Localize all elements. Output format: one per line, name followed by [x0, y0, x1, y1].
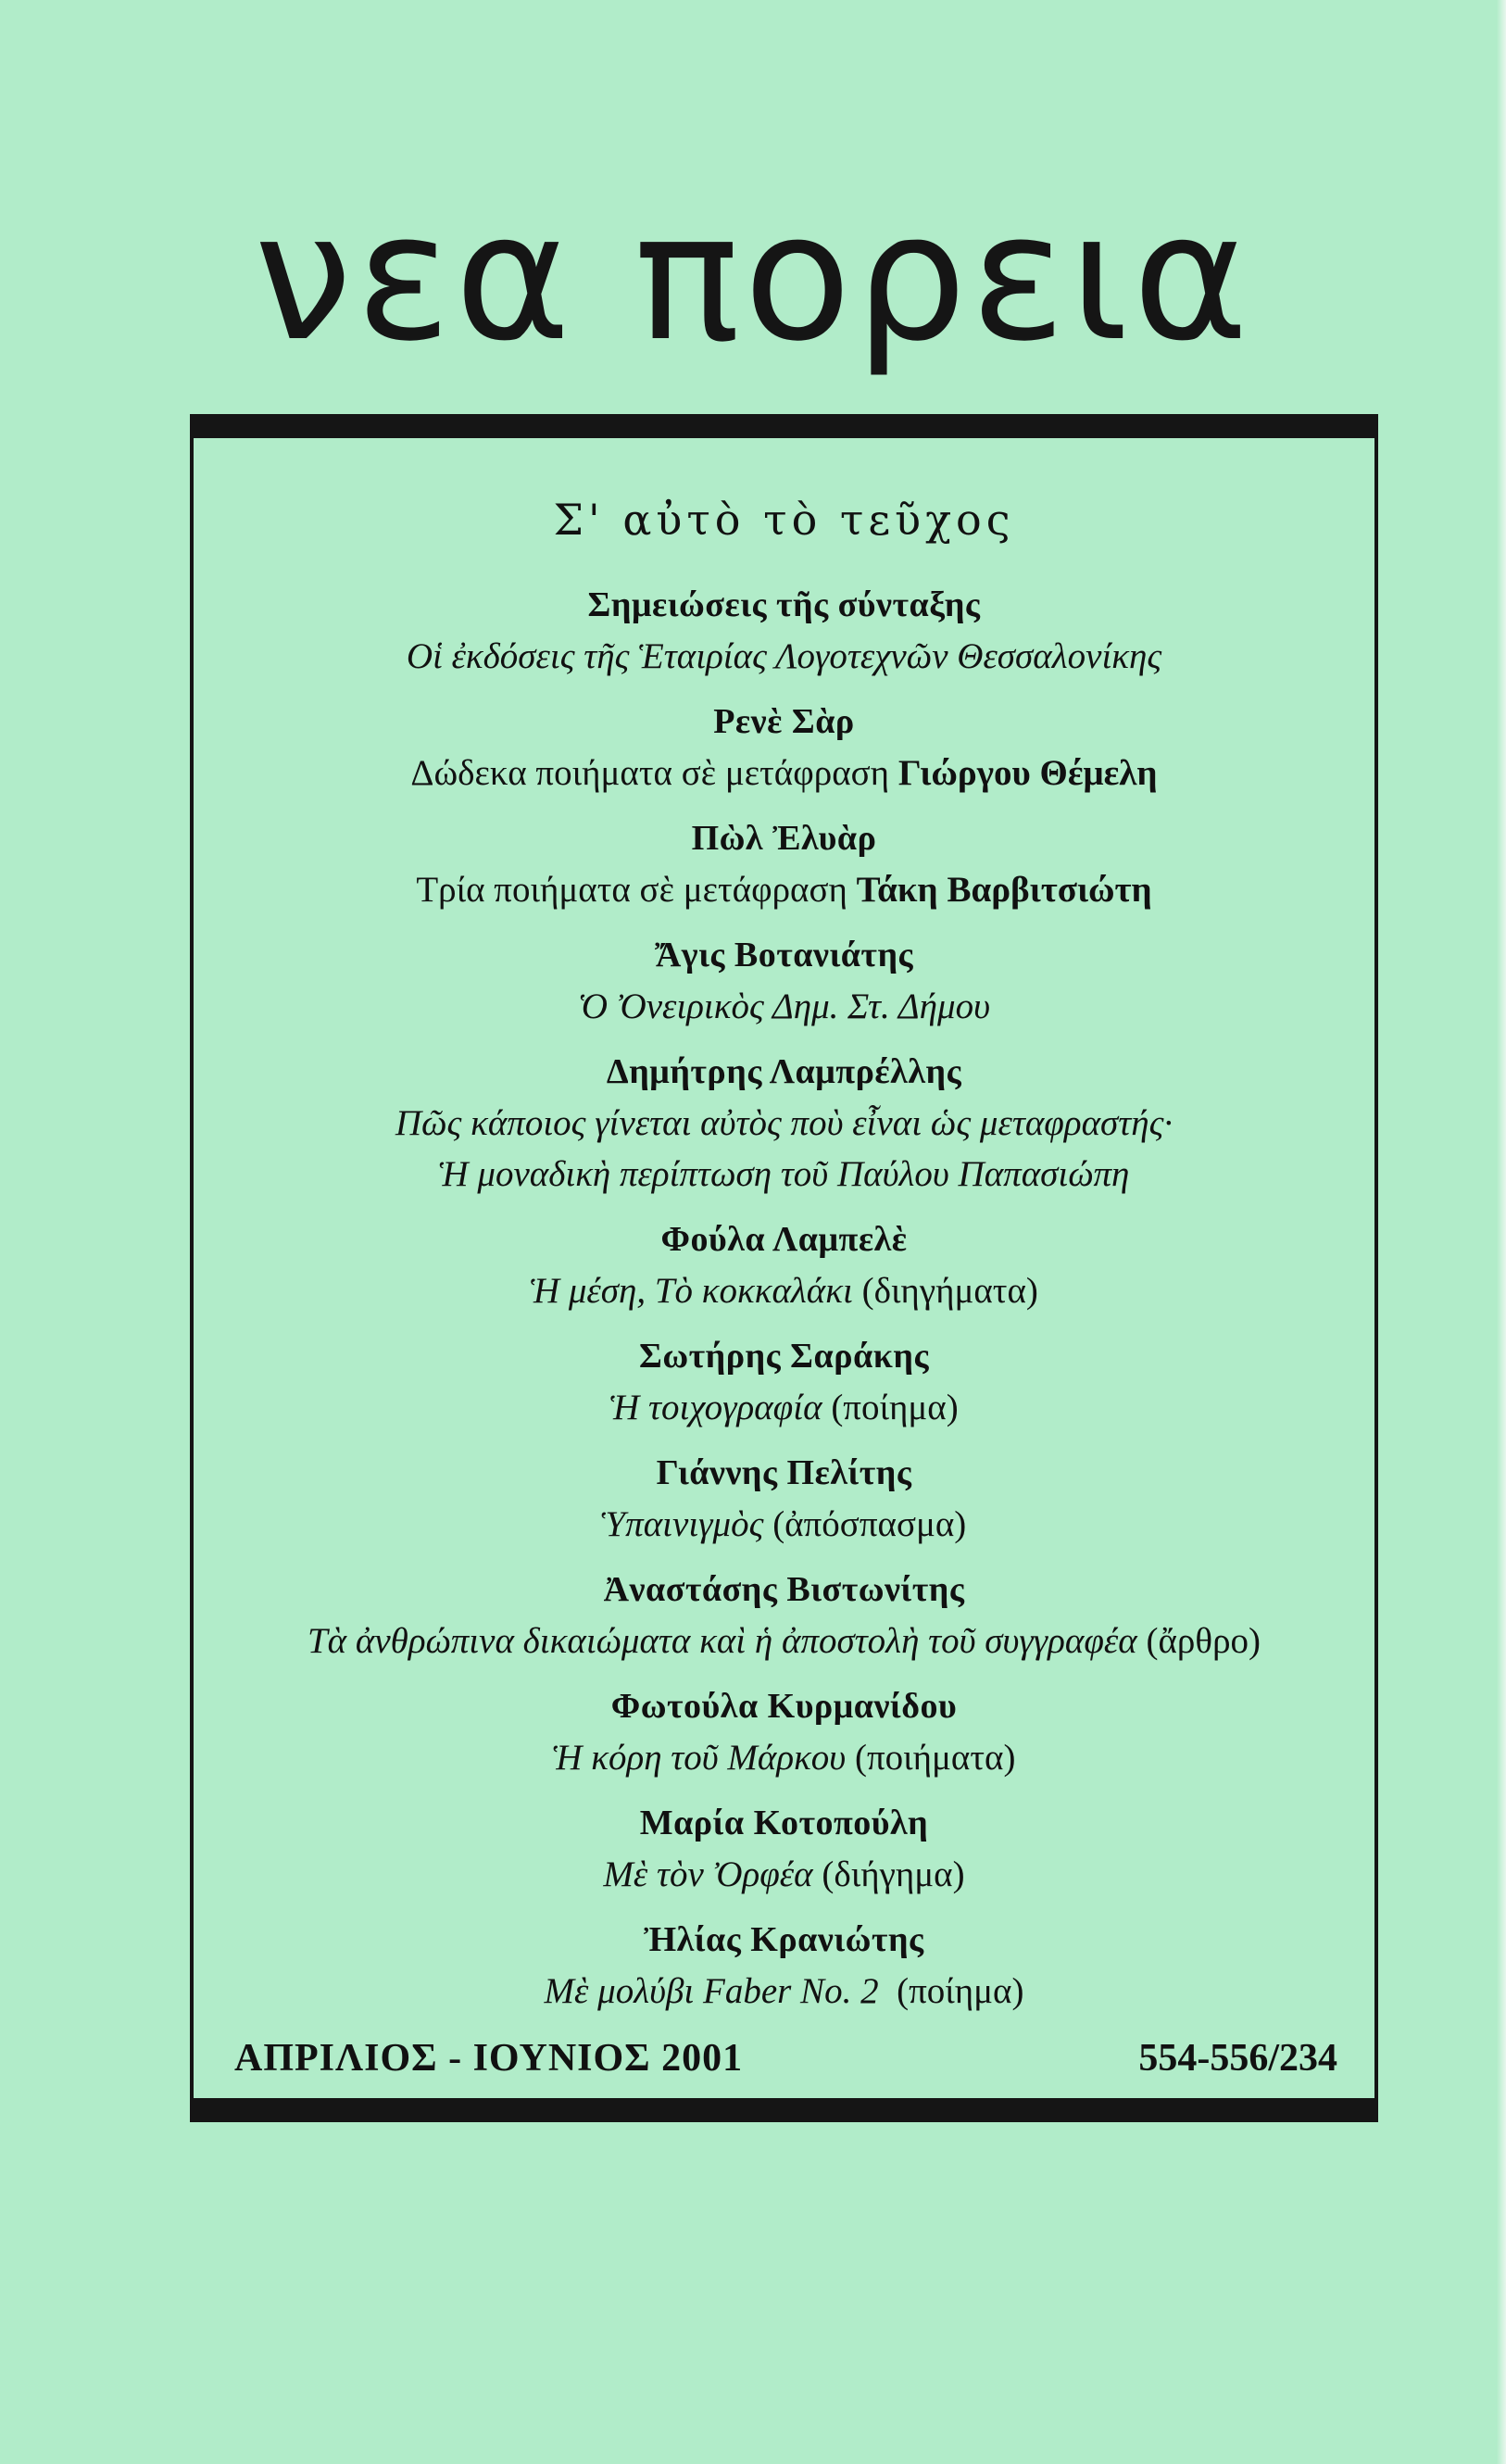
toc-entry	[194, 1565, 1374, 1681]
toc-entry	[194, 1681, 1374, 1798]
contents-heading: Σ' αὐτὸ τὸ τεῦχος	[553, 495, 1015, 545]
toc-entry	[194, 813, 1374, 930]
issue-date: ΑΠΡΙΛΙΟΣ - ΙΟΥΝΙΟΣ 2001	[234, 2037, 744, 2080]
entry-author: Δημήτρης Λαμπρέλλης	[606, 1052, 962, 1091]
work-genre: (διήγημα)	[812, 1854, 965, 1894]
entry-work	[194, 1615, 1374, 1666]
entry-work	[194, 864, 1374, 915]
toc-entry	[194, 1448, 1374, 1565]
work-title: Ἡ κόρη τοῦ Μάρκου	[552, 1738, 847, 1778]
toc-entry	[194, 1798, 1374, 1915]
work-title: Οἱ ἐκδόσεις τῆς Ἑταιρίας Λογοτεχνῶν Θεσσαλονίκης	[406, 636, 1162, 676]
entry-author: Πὼλ Ἐλυὰρ	[691, 819, 877, 858]
entry-work	[194, 1849, 1374, 1900]
work-title: Ἡ μέση, Τὸ κοκκαλάκι	[530, 1271, 853, 1311]
entry-author: Ἠλίας Κρανιώτης	[644, 1920, 924, 1959]
entry-author: Μαρία Κοτοπούλη	[639, 1804, 929, 1842]
work-genre: (ἀπόσπασμα)	[763, 1504, 967, 1544]
toc-entry	[194, 1047, 1374, 1214]
work-title: Μὲ τὸν Ὀρφέα	[603, 1854, 813, 1894]
entry-author: Φούλα Λαμπελὲ	[660, 1220, 908, 1259]
entry-work-subtitle	[194, 1149, 1374, 1200]
table-of-contents	[194, 580, 1374, 2031]
work-title: Ὁ Ὀνειρικὸς Δημ. Στ. Δήμου	[578, 987, 990, 1026]
entry-work	[194, 1265, 1374, 1316]
work-subtitle: Ἡ μοναδικὴ περίπτωση τοῦ Παύλου Παπασιώπη	[438, 1154, 1130, 1194]
issue-number: 554-556/234	[1138, 2037, 1337, 2080]
entry-work	[194, 981, 1374, 1032]
toc-entry	[194, 697, 1374, 813]
work-genre: (διηγήματα)	[852, 1271, 1038, 1311]
work-genre: (ποιήματα)	[846, 1738, 1016, 1778]
entry-work	[194, 748, 1374, 798]
entry-work	[194, 1499, 1374, 1550]
translator-name: Γιώργου Θέμελη	[897, 753, 1158, 793]
entry-work	[194, 1098, 1374, 1149]
work-description: Δώδεκα ποιήματα σὲ μετάφραση	[410, 753, 898, 793]
work-title: Πῶς κάποιος γίνεται αὐτὸς ποὺ εἶναι ὡς μεταφραστής·	[395, 1103, 1173, 1143]
entry-work	[194, 1966, 1374, 2017]
work-title: Ὑπαινιγμὸς	[601, 1504, 764, 1544]
entry-author: Ρενὲ Σὰρ	[713, 702, 855, 741]
work-genre: (ἄρθρο)	[1136, 1621, 1261, 1661]
toc-entry	[194, 1214, 1374, 1331]
entry-author: Σωτήρης Σαράκης	[639, 1337, 929, 1376]
work-title: Τὰ ἀνθρώπινα δικαιώματα καὶ ἡ ἀποστολὴ τοῦ συγγραφέα	[307, 1621, 1137, 1661]
work-genre: (ποίημα)	[822, 1388, 959, 1427]
entry-author: Ἄγις Βοτανιάτης	[654, 936, 914, 974]
toc-entry	[194, 1915, 1374, 2031]
toc-entry	[194, 580, 1374, 697]
work-description: Τρία ποιήματα σὲ μετάφραση	[416, 870, 857, 910]
work-genre: (ποίημα)	[878, 1971, 1024, 2011]
entry-author: Φωτούλα Κυρμανίδου	[610, 1687, 958, 1726]
toc-entry	[194, 930, 1374, 1047]
toc-entry	[194, 1331, 1374, 1448]
entry-work	[194, 1382, 1374, 1433]
magazine-title: νεα πορεια	[254, 175, 1252, 380]
entry-work	[194, 1732, 1374, 1783]
entry-author: Σημειώσεις τῆς σύνταξης	[587, 585, 981, 624]
entry-author: Ἀναστάσης Βιστωνίτης	[603, 1570, 965, 1609]
work-title: Ἡ τοιχογραφία	[609, 1388, 822, 1427]
translator-name: Τάκη Βαρβιτσιώτη	[856, 870, 1152, 910]
contents-frame	[190, 414, 1378, 2122]
work-title: Μὲ μολύβι Faber No. 2	[544, 1971, 879, 2011]
entry-author: Γιάννης Πελίτης	[656, 1453, 912, 1492]
entry-work	[194, 631, 1374, 682]
